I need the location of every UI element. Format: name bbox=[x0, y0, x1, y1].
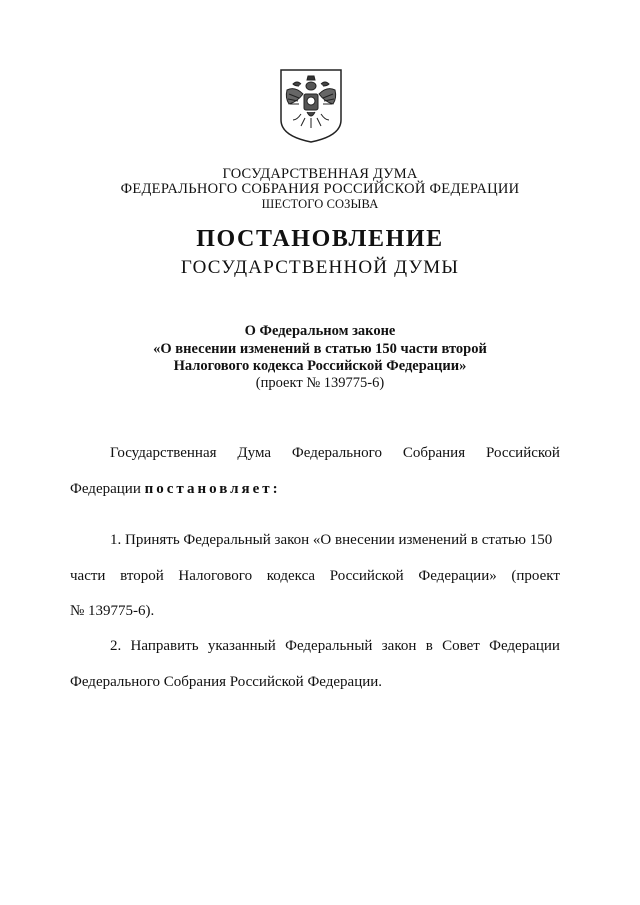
document-title: ПОСТАНОВЛЕНИЕ bbox=[196, 226, 444, 252]
item-1-word: (проект bbox=[511, 568, 560, 584]
preamble-line-2 bbox=[70, 481, 560, 498]
preamble-line-2-start: Федерации bbox=[70, 481, 145, 497]
item-1-line-2 bbox=[70, 568, 560, 585]
item-2-word: Федеральный bbox=[285, 638, 373, 654]
subject-line-3: Налогового кодекса Российской Федерации» bbox=[173, 358, 467, 374]
item-1-line-3: № 139775-6). bbox=[70, 603, 155, 619]
coat-of-arms-emblem-icon bbox=[277, 68, 345, 144]
preamble-word: Собрания bbox=[402, 445, 466, 461]
item-2-word: Совет bbox=[442, 638, 480, 654]
preamble-word: Государственная bbox=[110, 445, 217, 461]
preamble-word: Российской bbox=[486, 445, 560, 461]
document-subtitle: ГОСУДАРСТВЕННОЙ ДУМЫ bbox=[180, 257, 460, 278]
item-1-word: второй bbox=[120, 568, 164, 584]
subject-draft-number: (проект № 139775-6) bbox=[255, 375, 385, 391]
item-2-word: указанный bbox=[207, 638, 276, 654]
preamble-word: Федерального bbox=[291, 445, 382, 461]
item-1-line-1: 1. Принять Федеральный закон «О внесении изменений в статью 150 bbox=[110, 532, 553, 548]
convocation-line: ШЕСТОГО СОЗЫВА bbox=[261, 197, 379, 211]
item-2-line-2: Федерального Собрания Российской Федерации. bbox=[70, 674, 383, 690]
item-1-word: Российской bbox=[329, 568, 404, 584]
org-name-line-2: ФЕДЕРАЛЬНОГО СОБРАНИЯ РОССИЙСКОЙ ФЕДЕРАЦИИ bbox=[120, 181, 520, 197]
decree-word: постановляет: bbox=[144, 481, 281, 497]
item-1-word: части bbox=[70, 568, 106, 584]
item-2-line-1 bbox=[110, 638, 560, 655]
item-2-word: Федерации bbox=[489, 638, 560, 654]
preamble-line-1 bbox=[110, 445, 560, 462]
preamble-word: Дума bbox=[237, 445, 272, 461]
subject-line-2: «О внесении изменений в статью 150 части второй bbox=[153, 341, 487, 357]
org-name-line-1: ГОСУДАРСТВЕННАЯ ДУМА bbox=[222, 166, 418, 182]
item-1-word: Налогового bbox=[178, 568, 253, 584]
item-2-word: Направить bbox=[130, 638, 199, 654]
item-2-word: закон bbox=[381, 638, 417, 654]
item-1-word: кодекса bbox=[266, 568, 316, 584]
item-2-word: в bbox=[425, 638, 433, 654]
item-1-word: Федерации» bbox=[418, 568, 497, 584]
subject-line-1: О Федеральном законе bbox=[244, 323, 396, 339]
item-2-word: 2. bbox=[110, 638, 122, 654]
